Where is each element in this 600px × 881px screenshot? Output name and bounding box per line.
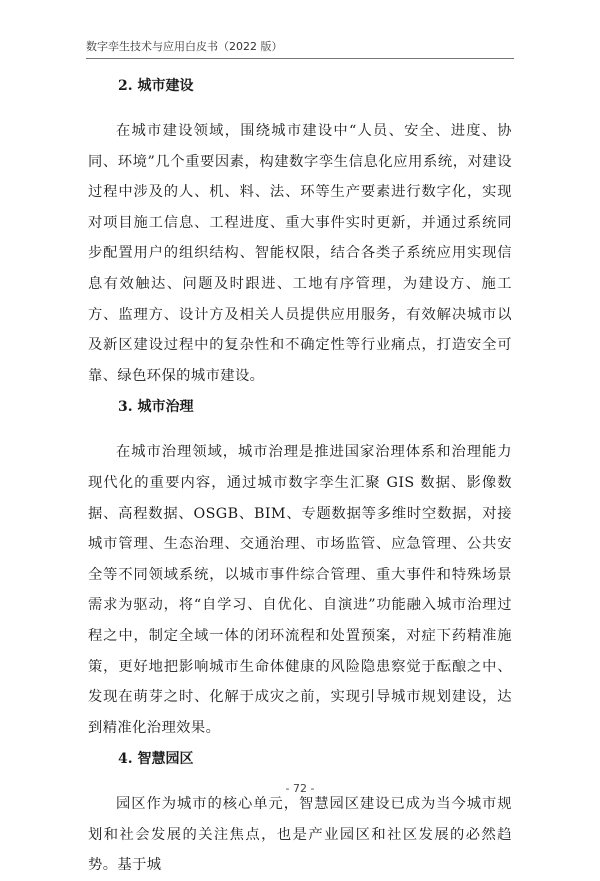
running-header (86, 38, 514, 59)
page-number: - 72 - (285, 782, 315, 795)
header-title: 数字孪生技术与应用白皮书（2022 版） (86, 40, 283, 53)
paragraph-urban-construction: 在城市建设领域，围绕城市建设中“人员、安全、进度、协同、环境”几个重要因素，构建数字孪生信息化应用系统，对建设过程中涉及的人、机、料、法、环等生产要素进行数字化，实现对项目施工信息、工程进度、重大事件实时更新，并通过系统同步配置用户的组织结构、智能权限，结合各类子系统应用实现信息有效触达、问题及时跟进、工地有序管理，为建设方、施工方、监理方、设计方及相关人员提供应用服务，有效解决城市以及新区建设过程中的复杂性和不确定性等行业痛点，打造安全可靠、绿色环保的城市建设。 (88, 123, 512, 384)
section-heading-smart-park: 4. 智慧园区 (118, 751, 194, 768)
section-heading-urban-construction: 2. 城市建设 (118, 78, 194, 94)
page-body (88, 76, 512, 881)
paragraph-urban-governance: 在城市治理领域，城市治理是推进国家治理体系和治理能力现代化的重要内容，通过城市数字孪生汇聚 GIS 数据、影像数据、高程数据、OSGB、BIM、专题数据等多维时空数据，对接城市管理、生态治理、交通治理、市场监管、应急管理、公共安全等不同领域系统，以城市事件综合管理、重大事件和特殊场景需求为驱动，将“自学习、自优化、自演进”功能融入城市治理过程之中，制定全域一体的闭环流程和处置预案，对症下药精准施策，更好地把影响城市生命体健康的风险隐患察觉于酝酿之中、发现在萌芽之时、化解于成灾之前，实现引导城市规划建设，达到精准化治理效果。 (88, 444, 512, 736)
section-heading-urban-governance: 3. 城市治理 (118, 399, 194, 416)
paragraph-smart-park: 园区作为城市的核心单元，智慧园区建设已成为当今城市规划和社会发展的关注焦点，也是产业园区和社区发展的必然趋势。基于城 (88, 796, 512, 874)
